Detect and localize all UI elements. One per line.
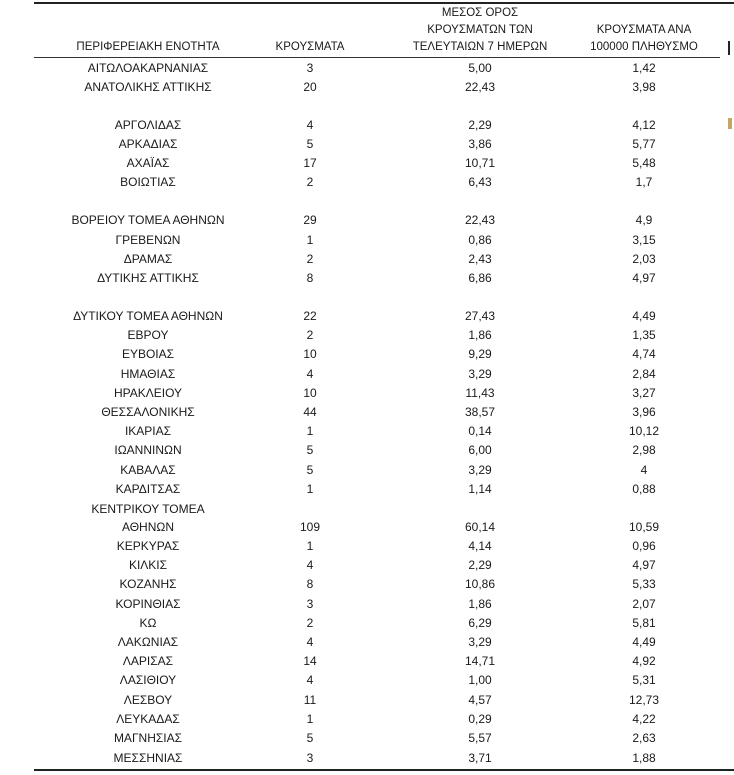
region-name: ΑΝΑΤΟΛΙΚΗΣ ΑΤΤΙΚΗΣ	[84, 80, 212, 94]
rate-per-100k-value: 1,88	[632, 751, 656, 765]
avg-7day-value: 0,86	[468, 233, 492, 247]
avg-7day-value: 1,00	[468, 673, 492, 687]
cases-value: 8	[306, 271, 314, 285]
cases-value: 2	[306, 175, 314, 189]
avg-7day-value: 4,57	[468, 693, 492, 707]
cases-value: 3	[306, 61, 314, 75]
rate-per-100k-value: 3,15	[632, 233, 656, 247]
cases-value: 1	[306, 233, 314, 247]
cases-value: 1	[306, 539, 314, 553]
cases-value: 4	[306, 673, 314, 687]
avg-7day-value: 5,57	[468, 731, 492, 745]
region-name: ΜΑΓΝΗΣΙΑΣ	[113, 731, 183, 745]
avg-7day-value: 3,29	[468, 463, 492, 477]
region-name: ΛΑΣΙΘΙΟΥ	[119, 673, 177, 687]
avg-7day-value: 2,29	[468, 558, 492, 572]
cases-value: 5	[306, 443, 314, 457]
header-rate-line2: 100000 ΠΛΗΘΥΣΜΟ	[590, 41, 698, 53]
rate-per-100k-value: 4,12	[632, 118, 656, 132]
region-name: ΚΟΡΙΝΘΙΑΣ	[115, 597, 181, 611]
region-name: ΒΟΙΩΤΙΑΣ	[120, 175, 176, 189]
region-name: ΛΕΥΚΑΔΑΣ	[116, 712, 180, 726]
rate-per-100k-value: 0,96	[632, 539, 656, 553]
rate-per-100k-value: 3,96	[632, 405, 656, 419]
rate-per-100k-value: 5,81	[632, 616, 656, 630]
region-name: ΓΡΕΒΕΝΩΝ	[115, 233, 181, 247]
avg-7day-value: 1,86	[468, 597, 492, 611]
avg-7day-value: 0,14	[468, 424, 492, 438]
region-name: ΙΩΑΝΝΙΝΩΝ	[114, 443, 182, 457]
rate-per-100k-value: 4,74	[632, 347, 656, 361]
header-region: ΠΕΡΙΦΕΡΕΙΑΚΗ ΕΝΟΤΗΤΑ	[76, 41, 220, 53]
avg-7day-value: 2,43	[468, 252, 492, 266]
avg-7day-value: 27,43	[464, 309, 496, 323]
rate-per-100k-value: 1,7	[635, 175, 653, 189]
top-border	[34, 2, 734, 4]
region-name: ΔΥΤΙΚΟΥ ΤΟΜΕΑ ΑΘΗΝΩΝ	[73, 309, 223, 323]
rate-per-100k-value: 10,59	[628, 520, 660, 534]
avg-7day-value: 3,71	[468, 751, 492, 765]
avg-7day-value: 60,14	[464, 520, 496, 534]
cases-value: 2	[306, 328, 314, 342]
avg-7day-value: 2,29	[468, 118, 492, 132]
cases-value: 3	[306, 751, 314, 765]
avg-7day-value: 11,43	[465, 386, 495, 400]
cases-value: 11	[303, 693, 317, 707]
avg-7day-value: 5,00	[468, 61, 492, 75]
cases-value: 2	[306, 616, 314, 630]
region-name: ΑΧΑΪΑΣ	[126, 156, 170, 170]
avg-7day-value: 4,14	[468, 539, 492, 553]
rate-per-100k-value: 0,88	[632, 482, 656, 496]
rate-per-100k-value: 5,77	[632, 137, 656, 151]
region-name: ΛΑΚΩΝΙΑΣ	[117, 635, 179, 649]
rate-per-100k-value: 1,35	[632, 328, 656, 342]
avg-7day-value: 22,43	[464, 80, 496, 94]
rate-per-100k-value: 4,97	[632, 558, 656, 572]
region-name: ΚΩ	[139, 616, 157, 630]
cases-value: 1	[306, 482, 314, 496]
avg-7day-value: 3,29	[468, 635, 492, 649]
avg-7day-value: 1,14	[468, 482, 492, 496]
header-avg-line2: ΚΡΟΥΣΜΑΤΩΝ ΤΩΝ	[427, 24, 533, 36]
avg-7day-value: 22,43	[464, 213, 496, 227]
cases-value: 44	[303, 405, 317, 419]
rate-per-100k-value: 3,98	[632, 80, 656, 94]
region-name: ΚΕΝΤΡΙΚΟΥ ΤΟΜΕΑ	[91, 502, 205, 516]
avg-7day-value: 38,57	[464, 405, 496, 419]
avg-7day-value: 10,71	[464, 156, 496, 170]
cases-value: 29	[303, 213, 317, 227]
avg-7day-value: 0,29	[468, 712, 492, 726]
avg-7day-value: 6,86	[468, 271, 492, 285]
cases-value: 109	[299, 520, 321, 534]
cases-value: 1	[306, 424, 314, 438]
region-name: ΚΑΡΔΙΤΣΑΣ	[115, 482, 181, 496]
rate-per-100k-value: 2,63	[632, 731, 656, 745]
cases-value: 5	[306, 463, 314, 477]
rate-per-100k-value: 2,07	[632, 597, 656, 611]
avg-7day-value: 1,86	[468, 328, 492, 342]
rate-per-100k-value: 10,12	[628, 424, 660, 438]
region-name: ΕΥΒΟΙΑΣ	[121, 347, 175, 361]
rate-per-100k-value: 4,49	[632, 635, 656, 649]
region-name: ΔΡΑΜΑΣ	[123, 252, 173, 266]
cases-value: 10	[303, 347, 317, 361]
cases-value: 1	[306, 712, 314, 726]
cases-value: 22	[303, 309, 317, 323]
rate-per-100k-value: 3,27	[632, 386, 656, 400]
region-name: ΕΒΡΟΥ	[127, 328, 169, 342]
rate-per-100k-value: 12,73	[628, 693, 660, 707]
region-name: ΜΕΣΣΗΝΙΑΣ	[113, 751, 183, 765]
cases-value: 17	[303, 156, 317, 170]
cut-off-cell-edge	[728, 118, 732, 129]
cases-value: 8	[306, 577, 314, 591]
rate-per-100k-value: 5,48	[632, 156, 656, 170]
region-name: ΒΟΡΕΙΟΥ ΤΟΜΕΑ ΑΘΗΝΩΝ	[71, 213, 225, 227]
region-name: ΑΙΤΩΛΟΑΚΑΡΝΑΝΙΑΣ	[87, 61, 209, 75]
cut-off-column-edge	[728, 41, 730, 55]
avg-7day-value: 10,86	[464, 577, 496, 591]
rate-per-100k-value: 4,97	[632, 271, 656, 285]
region-name: ΚΟΖΑΝΗΣ	[119, 577, 177, 591]
header-cases: ΚΡΟΥΣΜΑΤΑ	[275, 41, 345, 53]
region-name: ΗΜΑΘΙΑΣ	[120, 367, 176, 381]
region-name: ΚΕΡΚΥΡΑΣ	[116, 539, 180, 553]
avg-7day-value: 6,00	[468, 443, 492, 457]
region-name: ΑΡΚΑΔΙΑΣ	[118, 137, 178, 151]
rate-per-100k-value: 4,9	[635, 213, 653, 227]
cases-value: 14	[303, 654, 317, 668]
rate-per-100k-value: 4,49	[632, 309, 656, 323]
region-name: ΚΑΒΑΛΑΣ	[120, 463, 176, 477]
cases-value: 4	[306, 118, 314, 132]
cases-value: 2	[306, 252, 314, 266]
region-name: ΚΙΛΚΙΣ	[128, 558, 168, 572]
region-name: ΗΡΑΚΛΕΙΟΥ	[113, 386, 183, 400]
region-name: ΘΕΣΣΑΛΟΝΙΚΗΣ	[101, 405, 195, 419]
region-name: ΔΥΤΙΚΗΣ ΑΤΤΙΚΗΣ	[97, 271, 199, 285]
bottom-border	[34, 769, 734, 771]
rate-per-100k-value: 4	[640, 463, 648, 477]
avg-7day-value: 9,29	[468, 347, 492, 361]
region-name: ΑΡΓΟΛΙΔΑΣ	[114, 118, 182, 132]
rate-per-100k-value: 2,84	[632, 367, 656, 381]
rate-per-100k-value: 4,22	[632, 712, 656, 726]
avg-7day-value: 3,86	[468, 137, 492, 151]
cases-value: 5	[306, 731, 314, 745]
cases-value: 4	[306, 367, 314, 381]
cases-value: 3	[306, 597, 314, 611]
rate-per-100k-value: 5,33	[632, 577, 656, 591]
avg-7day-value: 6,43	[468, 175, 492, 189]
rate-per-100k-value: 2,98	[632, 443, 656, 457]
cases-value: 5	[306, 137, 314, 151]
region-name: ΙΚΑΡΙΑΣ	[124, 424, 172, 438]
cases-value: 4	[306, 558, 314, 572]
header-underline	[34, 57, 720, 58]
avg-7day-value: 3,29	[468, 367, 492, 381]
rate-per-100k-value: 4,92	[632, 654, 656, 668]
region-name: ΛΑΡΙΣΑΣ	[122, 654, 174, 668]
rate-per-100k-value: 1,42	[632, 61, 656, 75]
cases-value: 10	[303, 386, 317, 400]
cases-value: 20	[303, 80, 317, 94]
rate-per-100k-value: 2,03	[632, 252, 656, 266]
avg-7day-value: 14,71	[464, 654, 496, 668]
cases-value: 4	[306, 635, 314, 649]
header-rate-line1: ΚΡΟΥΣΜΑΤΑ ΑΝΑ	[596, 24, 692, 36]
region-name: ΛΕΣΒΟΥ	[123, 693, 173, 707]
header-avg-line1: ΜΕΣΟΣ ΟΡΟΣ	[441, 7, 519, 19]
avg-7day-value: 6,29	[468, 616, 492, 630]
rate-per-100k-value: 5,31	[632, 673, 656, 687]
region-name-line2: ΑΘΗΝΩΝ	[121, 520, 175, 534]
header-avg-line3: ΤΕΛΕΥΤΑΙΩΝ 7 ΗΜΕΡΩΝ	[412, 41, 548, 53]
